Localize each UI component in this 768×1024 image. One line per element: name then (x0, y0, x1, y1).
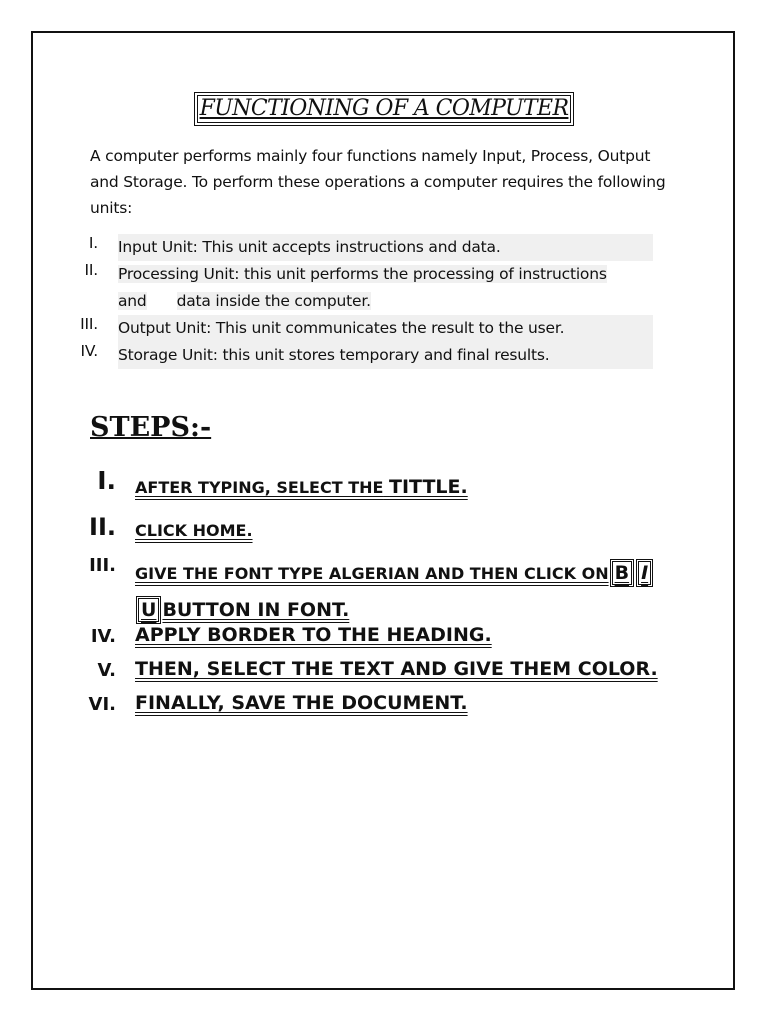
step-text (135, 476, 695, 498)
step-number: II. (89, 513, 116, 541)
step-item (0, 622, 768, 656)
step-number: VI. (88, 694, 116, 715)
intro-paragraph: A computer performs mainly four functions namely Input, Process, Output and Storage. To perform these operations a computer requires the following units: (90, 147, 666, 217)
document-title: FUNCTIONING OF A COMPUTER (197, 95, 572, 123)
step-text (135, 555, 695, 629)
step-text-part: TITTLE. (389, 476, 468, 498)
step-number: I. (97, 466, 116, 495)
steps-list (0, 466, 768, 724)
steps-heading: STEPS:- (90, 412, 212, 443)
step-item (0, 466, 768, 511)
step-text: CLICK HOME. (135, 521, 253, 540)
list-item-number: I. (88, 234, 98, 252)
list-item-text-line2b: data inside the computer. (176, 292, 371, 310)
list-item-number: III. (80, 315, 98, 333)
step-text-part: BUTTON IN FONT. (162, 599, 350, 621)
list-item (0, 339, 768, 366)
step-text-part: GIVE THE FONT TYPE ALGERIAN AND THEN CLICK ON (135, 564, 609, 583)
step-text: APPLY BORDER TO THE HEADING. (135, 624, 492, 646)
underline-button-label: U (138, 598, 159, 622)
list-item-text: Input Unit: This unit accepts instructions and data. (118, 234, 653, 261)
step-item (0, 690, 768, 724)
step-number: IV. (90, 626, 116, 647)
list-item-text: Output Unit: This unit communicates the result to the user. (118, 315, 653, 342)
step-number: V. (97, 660, 116, 681)
italic-button-label: I (638, 561, 651, 585)
step-item (0, 548, 768, 622)
list-item (0, 231, 768, 258)
list-item-text-line1: Processing Unit: this unit performs the processing of instructions (118, 265, 607, 283)
step-text: FINALLY, SAVE THE DOCUMENT. (135, 692, 468, 714)
units-list (0, 231, 768, 366)
list-item-text: Storage Unit: this unit stores temporary and final results. (118, 342, 653, 369)
list-item (0, 312, 768, 339)
list-item-text (118, 261, 653, 315)
step-number: III. (89, 555, 116, 576)
list-item-number: II. (84, 261, 98, 279)
title-container (0, 95, 768, 123)
list-item-number: IV. (80, 342, 98, 360)
step-item (0, 511, 768, 548)
step-text-part: AFTER TYPING, SELECT THE (135, 478, 384, 497)
step-item (0, 656, 768, 690)
list-item-text-line2a: and (118, 292, 147, 310)
step-text: THEN, SELECT THE TEXT AND GIVE THEM COLOR. (135, 658, 658, 680)
bold-button-label: B (612, 561, 632, 585)
list-item (0, 258, 768, 312)
